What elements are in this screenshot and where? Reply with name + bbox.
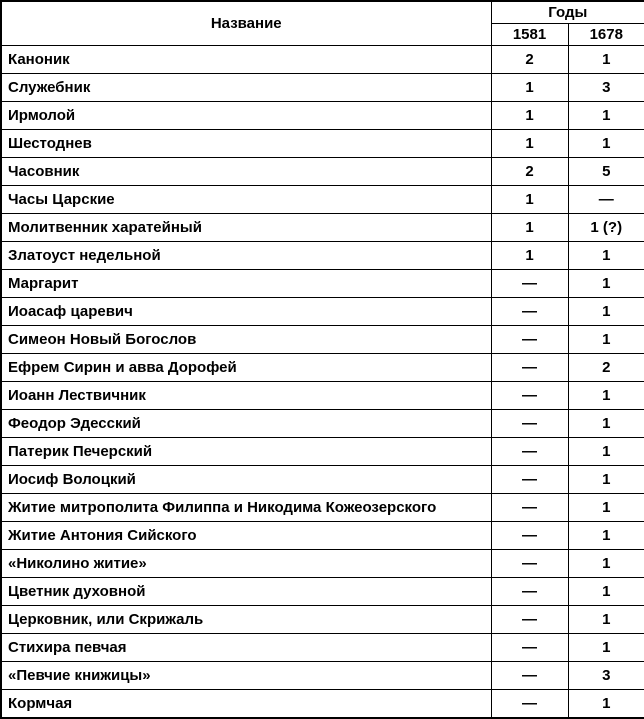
count-1678: 1 xyxy=(568,690,644,718)
book-title: Ирмолой xyxy=(1,101,491,129)
count-1581: 1 xyxy=(491,73,568,101)
count-1678: 1 xyxy=(568,381,644,409)
count-1678: 1 xyxy=(568,269,644,297)
book-title: Кормчая xyxy=(1,690,491,718)
count-1581: 1 xyxy=(491,101,568,129)
count-1581: — xyxy=(491,494,568,522)
book-title: Феодор Эдесский xyxy=(1,409,491,437)
table-row xyxy=(1,325,644,353)
table-row xyxy=(1,494,644,522)
column-header-name: Название xyxy=(1,1,491,45)
count-1581: — xyxy=(491,437,568,465)
table-row xyxy=(1,578,644,606)
table-row xyxy=(1,185,644,213)
count-1581: — xyxy=(491,578,568,606)
book-title: Житие митрополита Филиппа и Никодима Кожеозерского xyxy=(1,494,491,522)
count-1581: — xyxy=(491,325,568,353)
book-title: Маргарит xyxy=(1,269,491,297)
count-1678: 1 xyxy=(568,578,644,606)
table-row xyxy=(1,241,644,269)
count-1678: 1 xyxy=(568,45,644,73)
table-header xyxy=(1,1,644,45)
table-row xyxy=(1,522,644,550)
book-title: Патерик Печерский xyxy=(1,437,491,465)
table-row xyxy=(1,45,644,73)
count-1581: — xyxy=(491,606,568,634)
book-title: Иосиф Волоцкий xyxy=(1,465,491,493)
count-1581: — xyxy=(491,550,568,578)
column-header-year-1581: 1581 xyxy=(491,23,568,45)
book-title: «Певчие книжицы» xyxy=(1,662,491,690)
count-1581: — xyxy=(491,269,568,297)
count-1678: 1 xyxy=(568,101,644,129)
column-header-year-1678: 1678 xyxy=(568,23,644,45)
count-1581: 2 xyxy=(491,157,568,185)
table-row xyxy=(1,269,644,297)
count-1581: 1 xyxy=(491,185,568,213)
table-row xyxy=(1,606,644,634)
book-title: Шестоднев xyxy=(1,129,491,157)
count-1678: — xyxy=(568,185,644,213)
table-row xyxy=(1,437,644,465)
book-title: Симеон Новый Богослов xyxy=(1,325,491,353)
book-title: Часовник xyxy=(1,157,491,185)
table-body xyxy=(1,45,644,718)
book-title: «Николино житие» xyxy=(1,550,491,578)
count-1581: — xyxy=(491,465,568,493)
count-1678: 1 xyxy=(568,129,644,157)
count-1678: 1 xyxy=(568,550,644,578)
count-1678: 1 xyxy=(568,606,644,634)
book-title: Иоанн Лествичник xyxy=(1,381,491,409)
count-1581: — xyxy=(491,409,568,437)
table-row xyxy=(1,129,644,157)
count-1678: 3 xyxy=(568,662,644,690)
table-row xyxy=(1,157,644,185)
count-1678: 1 xyxy=(568,297,644,325)
table-row xyxy=(1,465,644,493)
count-1678: 1 (?) xyxy=(568,213,644,241)
table-row xyxy=(1,550,644,578)
book-title: Житие Антония Сийского xyxy=(1,522,491,550)
count-1581: 1 xyxy=(491,213,568,241)
count-1678: 1 xyxy=(568,494,644,522)
count-1581: — xyxy=(491,353,568,381)
count-1581: — xyxy=(491,297,568,325)
count-1678: 1 xyxy=(568,325,644,353)
book-title: Каноник xyxy=(1,45,491,73)
count-1678: 2 xyxy=(568,353,644,381)
book-title: Златоуст недельной xyxy=(1,241,491,269)
count-1581: — xyxy=(491,634,568,662)
count-1678: 1 xyxy=(568,465,644,493)
table-row xyxy=(1,353,644,381)
book-title: Церковник, или Скрижаль xyxy=(1,606,491,634)
book-title: Цветник духовной xyxy=(1,578,491,606)
table-row xyxy=(1,297,644,325)
count-1581: 2 xyxy=(491,45,568,73)
column-header-years-group: Годы xyxy=(491,1,644,23)
count-1678: 1 xyxy=(568,437,644,465)
table-row xyxy=(1,690,644,718)
book-title: Служебник xyxy=(1,73,491,101)
table-row xyxy=(1,634,644,662)
table-row xyxy=(1,662,644,690)
count-1581: — xyxy=(491,662,568,690)
count-1678: 1 xyxy=(568,409,644,437)
book-title: Стихира певчая xyxy=(1,634,491,662)
count-1678: 5 xyxy=(568,157,644,185)
count-1581: — xyxy=(491,522,568,550)
count-1581: 1 xyxy=(491,241,568,269)
book-title: Ефрем Сирин и авва Дорофей xyxy=(1,353,491,381)
table-row xyxy=(1,213,644,241)
book-title: Молитвенник харатейный xyxy=(1,213,491,241)
count-1581: — xyxy=(491,690,568,718)
book-title: Часы Царские xyxy=(1,185,491,213)
table-row xyxy=(1,409,644,437)
table-row xyxy=(1,101,644,129)
table-row xyxy=(1,381,644,409)
count-1581: 1 xyxy=(491,129,568,157)
table-row xyxy=(1,73,644,101)
count-1678: 1 xyxy=(568,634,644,662)
book-title: Иоасаф царевич xyxy=(1,297,491,325)
count-1678: 3 xyxy=(568,73,644,101)
count-1581: — xyxy=(491,381,568,409)
count-1678: 1 xyxy=(568,522,644,550)
count-1678: 1 xyxy=(568,241,644,269)
